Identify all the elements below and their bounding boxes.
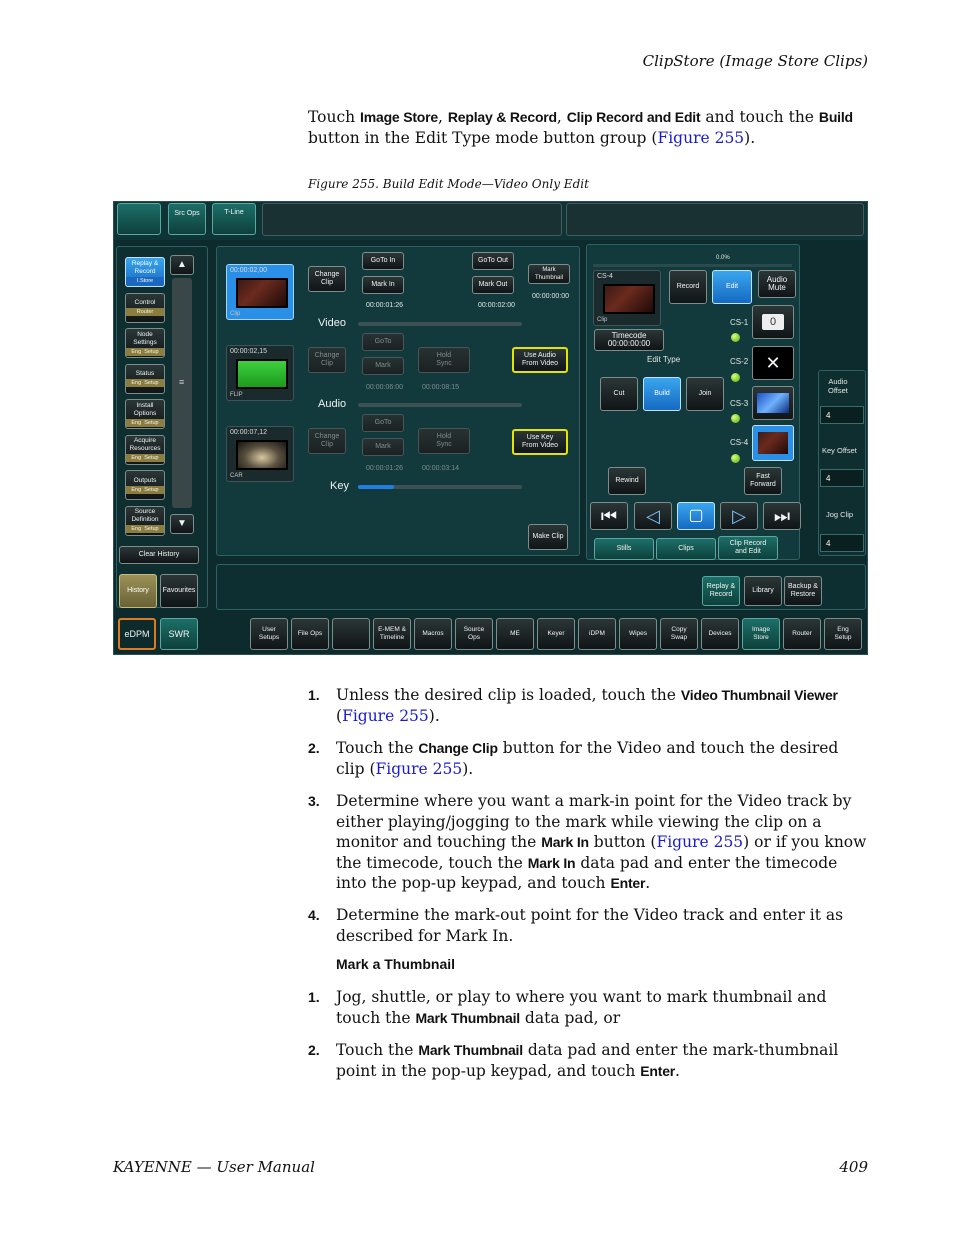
key-mark-button[interactable]: Mark	[362, 438, 404, 456]
video-clip-image	[236, 278, 288, 308]
cut-button[interactable]: Cut	[600, 377, 638, 411]
goto-in-button[interactable]: GoTo In	[362, 252, 404, 270]
go-to-start-icon[interactable]: ⏮	[590, 502, 628, 530]
cs1-label: CS-1	[730, 318, 749, 327]
ui-term: Enter	[610, 875, 646, 891]
bottom-tab[interactable]: Copy Swap	[660, 618, 698, 650]
left-menu-item-sub: Eng Setup	[126, 348, 164, 356]
audio-mark-button[interactable]: Mark	[362, 357, 404, 375]
ui-term: Mark Thumbnail	[415, 1009, 520, 1026]
bottom-tab[interactable]: Router	[783, 618, 821, 650]
intro-text: and touch the	[700, 108, 819, 126]
left-menu-item[interactable]	[125, 328, 165, 358]
build-button[interactable]: Build	[643, 377, 681, 411]
scroll-up-button[interactable]: ▲	[170, 255, 194, 275]
left-menu-item[interactable]	[125, 293, 165, 323]
step-number: 2.	[308, 1042, 320, 1058]
left-menu-item-label: Install Options	[133, 401, 157, 417]
audio-thumbnail-viewer[interactable]	[226, 345, 294, 401]
clips-tab[interactable]: Clips	[656, 538, 716, 560]
stills-tab[interactable]: Stills	[594, 538, 654, 560]
play-icon[interactable]: ▷	[720, 502, 758, 530]
step-b2	[308, 1040, 868, 1081]
mark-thumbnail-button[interactable]: Mark Thumbnail	[528, 264, 570, 284]
figure-caption: Figure 255. Build Edit Mode—Video Only Edit	[308, 177, 589, 191]
audio-label: Audio	[318, 398, 347, 410]
audio-change-clip-button[interactable]: Change Clip	[308, 347, 346, 373]
audio-mark-out-tc[interactable]: 00:00:08:15	[422, 384, 459, 391]
step-text: data pad and enter the mark-thumbnail point in the pop-up keypad, and touch	[336, 1041, 839, 1080]
ui-term-replay-record: Replay & Record	[447, 109, 557, 125]
scroll-down-button[interactable]: ▼	[170, 514, 194, 534]
audio-timecode: 00:00:02,15	[230, 348, 267, 355]
left-menu-item-label: Acquire Resources	[129, 437, 161, 452]
offset-panel	[818, 370, 866, 556]
cs2-indicator	[731, 373, 740, 382]
key-mark-in-tc[interactable]: 00:00:01:26	[366, 465, 403, 472]
step-text: button for the Video and touch the desired clip (	[336, 739, 839, 778]
left-menu-item-label: Control	[134, 299, 156, 306]
bottom-tab[interactable]	[332, 618, 370, 650]
cs2-button[interactable]	[752, 346, 794, 380]
audio-clip-image	[236, 359, 288, 389]
cs3-button[interactable]	[752, 386, 794, 420]
step-text: Determine where you want a mark-in point for the Video track by either playing/jogging to the mark while viewing the clip on a monitor and touching the	[336, 792, 852, 851]
step-number: 3.	[308, 793, 320, 809]
join-button[interactable]: Join	[686, 377, 724, 411]
page-number: 409	[839, 1158, 868, 1176]
play-reverse-icon[interactable]: ◁	[634, 502, 672, 530]
stop-icon[interactable]: ▢	[677, 502, 715, 530]
left-menu-item-sub: Router	[126, 308, 164, 316]
running-head: ClipStore (Image Store Clips)	[642, 52, 868, 70]
player-cs-label: CS-4	[597, 273, 613, 280]
bottom-tab[interactable]: Keyer	[537, 618, 575, 650]
key-track-bar[interactable]	[358, 485, 522, 489]
favourites-button[interactable]: Favourites	[160, 574, 198, 608]
step-text: data pad, or	[520, 1008, 621, 1027]
step-text: ).	[428, 706, 440, 725]
intro-text: ).	[744, 129, 756, 147]
left-menu-item-label: Source Definition	[131, 508, 159, 523]
key-mark-out-tc[interactable]: 00:00:03:14	[422, 465, 459, 472]
ui-term: Video Thumbnail Viewer	[680, 687, 838, 703]
left-menu-item[interactable]	[125, 470, 165, 500]
step-number: 1.	[308, 687, 320, 703]
step-number: 1.	[308, 989, 320, 1005]
top-panel-left	[262, 203, 562, 236]
bottom-tab[interactable]: Wipes	[619, 618, 657, 650]
video-timecode: 00:00:02,00	[230, 267, 267, 274]
top-blank-button[interactable]	[117, 203, 161, 235]
intro-text: Touch	[308, 108, 361, 126]
step-text: Touch the	[336, 739, 419, 757]
intro-paragraph	[308, 107, 868, 149]
intro-text: ,	[556, 108, 567, 126]
step-text: button (	[588, 833, 657, 851]
scrollbar-track[interactable]	[172, 278, 192, 508]
left-menu-item-sub: Eng Setup	[126, 486, 164, 494]
cs4-preview-icon	[758, 432, 788, 454]
figure-screenshot	[113, 201, 868, 655]
step-text: Unless the desired clip is loaded, touch the	[336, 686, 681, 704]
thumbnail-tc[interactable]: 00:00:00:00	[532, 293, 569, 300]
figure-link[interactable]: Figure 255	[375, 759, 463, 778]
key-track-fill	[358, 485, 394, 489]
step-text: ).	[462, 759, 474, 778]
key-offset-label: Key Offset	[822, 446, 857, 455]
history-button[interactable]: History	[119, 574, 157, 608]
bottom-tab[interactable]: User Setups	[250, 618, 288, 650]
figure-link[interactable]: Figure 255	[342, 706, 429, 725]
audio-hold-sync-button[interactable]: Hold Sync	[418, 347, 470, 373]
audio-mark-in-tc[interactable]: 00:00:06:00	[366, 384, 403, 391]
step-text: .	[645, 874, 651, 892]
audio-mute-button[interactable]: Audio Mute	[758, 270, 796, 298]
step-b1	[308, 987, 868, 1028]
clear-history-button[interactable]: Clear History	[119, 546, 199, 564]
cs3-indicator	[731, 414, 740, 423]
video-thumbnail-viewer[interactable]	[226, 264, 294, 320]
key-hold-sync-button[interactable]: Hold Sync	[418, 428, 470, 454]
cs1-indicator	[731, 333, 740, 342]
figure-link[interactable]: Figure 255	[657, 129, 745, 147]
step-a2	[308, 738, 868, 779]
ui-term: Mark Thumbnail	[418, 1042, 523, 1058]
clip-record-edit-tab[interactable]: Clip Record and Edit	[718, 536, 778, 560]
player-clip-name: Clip	[597, 317, 608, 323]
bottom-tab[interactable]: ME	[496, 618, 534, 650]
use-audio-from-video-button[interactable]: Use Audio From Video	[512, 347, 568, 373]
video-clip-name: Clip	[230, 311, 241, 317]
ui-term: Change Clip	[418, 740, 498, 756]
cs2-empty-icon: ✕	[765, 353, 781, 373]
bottom-tab[interactable]: Image Store	[742, 618, 780, 650]
video-change-clip-button[interactable]: Change Clip	[308, 266, 346, 292]
fast-forward-button[interactable]: Fast Forward	[744, 467, 782, 495]
step-a4	[308, 905, 868, 946]
key-thumbnail-viewer[interactable]	[226, 426, 294, 482]
step-text: data pad and enter the timecode into the pop-up keypad, and touch	[336, 853, 838, 892]
left-menu-item-label: Replay & Record	[131, 259, 159, 275]
video-label: Video	[318, 317, 346, 329]
audio-goto-button[interactable]: GoTo	[362, 333, 404, 351]
record-button[interactable]: Record	[669, 270, 707, 304]
key-label: Key	[330, 480, 349, 492]
t-line-tab[interactable]: T-Line	[212, 203, 256, 235]
step-text: .	[675, 1061, 680, 1080]
step-a1	[308, 685, 868, 726]
key-clip-image	[236, 440, 288, 470]
ui-term: Enter	[640, 1062, 676, 1079]
progress-bar	[593, 264, 792, 267]
subheading-mark-thumbnail: Mark a Thumbnail	[336, 956, 456, 972]
figure-link[interactable]: Figure 255	[656, 833, 744, 851]
left-menu-item-label: Status	[135, 370, 155, 377]
ui-term-build: Build	[818, 109, 853, 125]
rewind-button[interactable]: Rewind	[608, 467, 646, 495]
intro-text: button in the Edit Type mode button group (	[308, 129, 658, 147]
progress-percent: 0.0%	[716, 255, 730, 261]
key-change-clip-button[interactable]: Change Clip	[308, 428, 346, 454]
intro-text: ,	[438, 108, 448, 126]
edit-type-label: Edit Type	[647, 355, 681, 364]
key-goto-button[interactable]: GoTo	[362, 414, 404, 432]
left-menu-item[interactable]	[125, 257, 165, 287]
left-menu-item-sub: Eng Setup	[126, 379, 164, 387]
swr-button[interactable]: SWR	[160, 618, 198, 650]
scroll-handle-icon[interactable]: ≡	[179, 377, 185, 387]
bottom-tab[interactable]: Devices	[701, 618, 739, 650]
cs3-label: CS-3	[730, 399, 749, 408]
make-clip-button[interactable]: Make Clip	[528, 524, 568, 550]
video-track-bar[interactable]	[358, 322, 522, 326]
bottom-tab[interactable]: Macros	[414, 618, 452, 650]
left-menu-item[interactable]	[125, 399, 165, 429]
go-to-end-icon[interactable]: ⏭	[763, 502, 801, 530]
mark-out-button[interactable]: Mark Out	[472, 276, 514, 294]
jog-clip-label: Jog Clip	[826, 510, 854, 519]
step-text: Touch the	[336, 1041, 419, 1059]
audio-offset-field[interactable]: 4	[820, 406, 864, 424]
step-text: Jog, shuttle, or play to where you want to mark thumbnail and touch the	[336, 988, 827, 1027]
timecode-pad[interactable]	[594, 329, 664, 351]
step-text: Determine the mark-out point for the Video track and enter it as described for Mark In.	[336, 906, 844, 945]
left-menu-item-sub: Eng Setup	[126, 525, 164, 533]
edit-button[interactable]: Edit	[712, 270, 752, 304]
bottom-tab[interactable]: Eng Setup	[824, 618, 862, 650]
left-menu-item[interactable]	[125, 435, 165, 465]
step-number: 4.	[308, 907, 320, 923]
timecode-value: 00:00:00:00	[607, 339, 651, 348]
video-mark-in-tc[interactable]: 00:00:01:26	[366, 302, 403, 309]
video-mark-out-tc[interactable]: 00:00:02:00	[478, 302, 515, 309]
key-timecode: 00:00:07,12	[230, 429, 267, 436]
replay-record-subtab[interactable]: Replay & Record	[702, 576, 740, 606]
cs4-button[interactable]	[752, 425, 794, 461]
timecode-label: Timecode	[611, 331, 647, 340]
library-subtab[interactable]: Library	[744, 576, 782, 606]
audio-track-bar[interactable]	[358, 403, 522, 407]
left-menu-item-sub: Eng Setup	[126, 419, 164, 427]
cs3-preview-icon	[757, 393, 789, 413]
edpm-button[interactable]: eDPM	[118, 618, 156, 650]
left-menu-item-sub: I.Store	[126, 277, 164, 285]
use-key-from-video-button[interactable]: Use Key From Video	[512, 429, 568, 455]
left-menu-item-label: Node Settings	[133, 330, 157, 346]
bottom-tab[interactable]: E-MEM & Timeline	[373, 618, 411, 650]
left-menu-item[interactable]	[125, 364, 165, 394]
ui-term-image-store: Image Store	[360, 109, 438, 125]
left-menu-item-label: Outputs	[133, 476, 157, 484]
src-ops-tab[interactable]: Src Ops	[168, 203, 206, 235]
audio-clip-name: FLIP	[230, 392, 243, 398]
goto-out-button[interactable]: GoTo Out	[472, 252, 514, 270]
player-viewer[interactable]	[593, 270, 661, 326]
key-offset-field[interactable]: 4	[820, 469, 864, 487]
jog-clip-field[interactable]: 4	[820, 534, 864, 552]
cs1-button[interactable]	[752, 305, 794, 339]
audio-offset-label: Audio Offset	[828, 377, 848, 395]
step-number: 2.	[308, 740, 320, 756]
ui-term-clip-record-edit: Clip Record and Edit	[566, 109, 701, 125]
footer-title: KAYENNE — User Manual	[113, 1158, 315, 1176]
ui-term: Mark In	[541, 834, 589, 850]
left-menu-item-sub: Eng Setup	[126, 454, 164, 462]
left-menu-item[interactable]	[125, 506, 165, 536]
mark-in-button[interactable]: Mark In	[362, 276, 404, 294]
cs2-label: CS-2	[730, 357, 749, 366]
cs1-preview-icon: 0	[762, 314, 784, 330]
key-clip-name: CAR	[230, 473, 243, 479]
step-a3	[308, 791, 868, 894]
player-image	[603, 284, 655, 314]
ui-term: Mark In	[527, 854, 576, 871]
bottom-tab[interactable]: iDPM	[578, 618, 616, 650]
top-panel-right	[566, 203, 864, 236]
backup-restore-subtab[interactable]: Backup & Restore	[784, 576, 822, 606]
cs4-label: CS-4	[730, 438, 749, 447]
step-text: (	[336, 706, 343, 725]
bottom-tab[interactable]: File Ops	[291, 618, 329, 650]
step-text: ) or if you know the timecode, touch the	[336, 833, 867, 872]
cs4-indicator	[731, 454, 740, 463]
bottom-tab[interactable]: Source Ops	[455, 618, 493, 650]
